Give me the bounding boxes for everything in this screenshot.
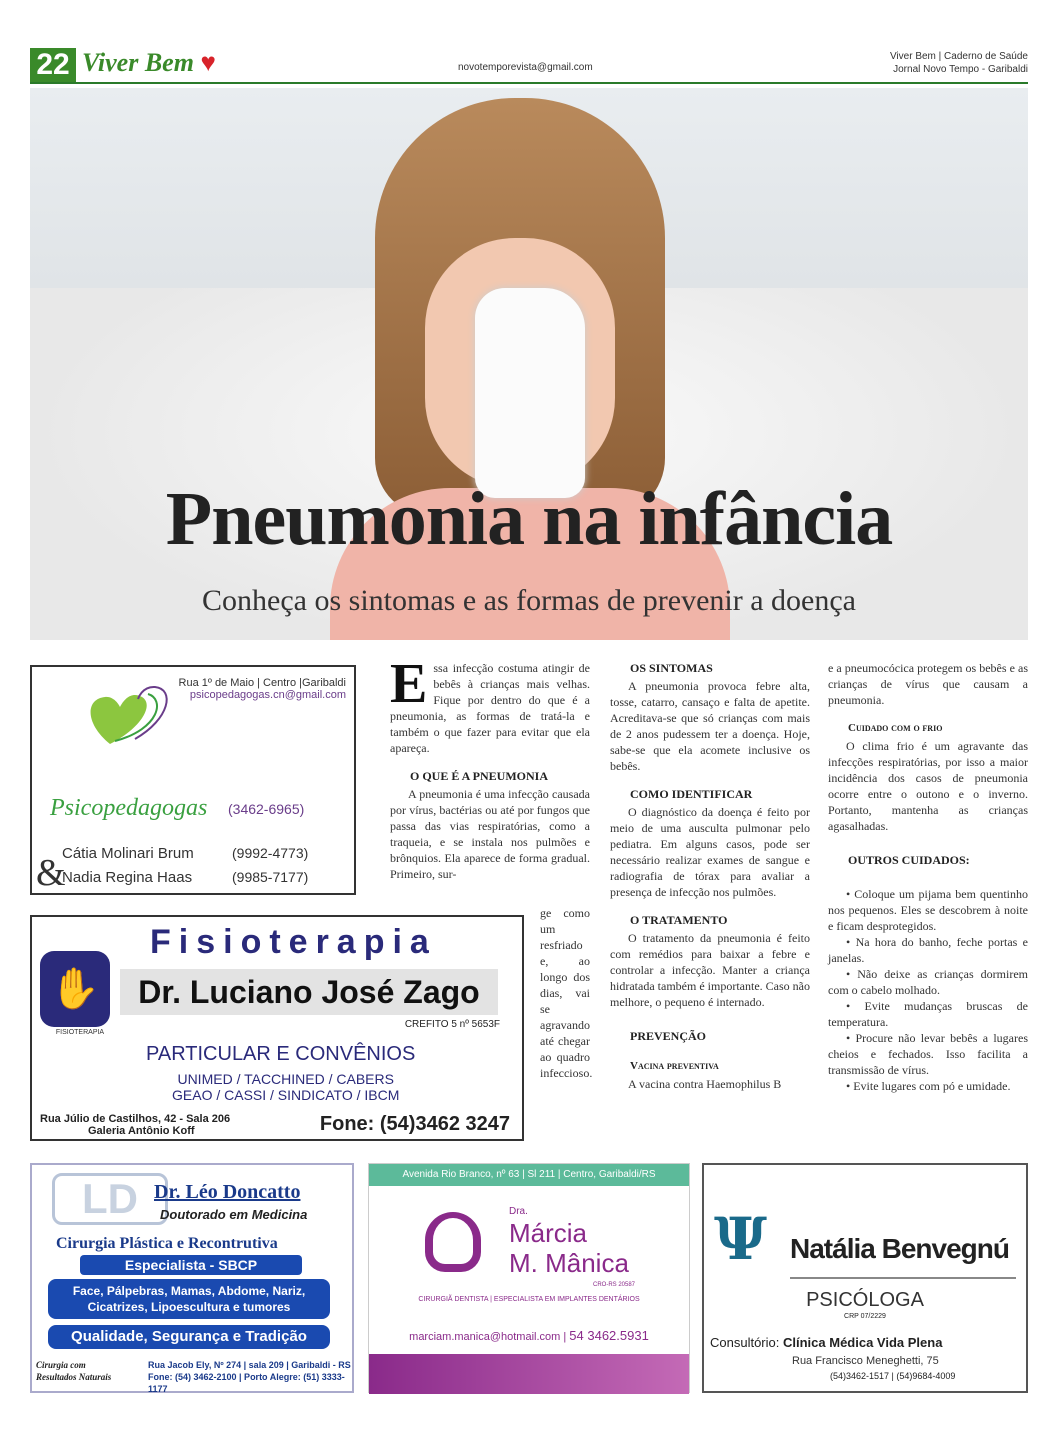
tooth-icon xyxy=(425,1212,481,1272)
psi-icon: Ψ xyxy=(714,1205,767,1273)
article-column-1-continued: ge como um resfriado e, ao longo dos dias, vai se agravando até chegar ao quadro infeccioso. xyxy=(540,906,593,1080)
section-heading-o-que-e: O QUE É A PNEUMONIA xyxy=(410,769,549,783)
ad-natalia-benvegnu xyxy=(702,1163,1028,1393)
section-text-vacina: A vacina contra Haemophilus B xyxy=(628,1077,782,1091)
leo-name: Dr. Léo Doncatto xyxy=(154,1181,301,1203)
fisio-insurers-2: GEAO / CASSI / SINDICATO / IBCM xyxy=(172,1087,400,1103)
fisio-address xyxy=(40,1113,230,1137)
header-right-line1: Viver Bem | Caderno de Saúde xyxy=(889,51,1028,62)
subheading-vacina: Vacina preventiva xyxy=(630,1060,719,1072)
section-text-tratamento: O tratamento da pneumonia é feito com remédios para baixar a febre e controlar a infecção. Manter a criança hidratada também é importante. Caso não melhore, o pequeno é internado. xyxy=(610,931,810,1009)
marcia-name-1: Márcia xyxy=(509,1218,588,1248)
article-intro: ssa infecção costuma atingir de bebês à crianças mais velhas. Fique por dentro do que é a pneumonia, as formas de tratá-la e também o que fazer para evitar que ela apareça. xyxy=(390,661,590,755)
leo-degree: Doutorado em Medicina xyxy=(160,1207,308,1222)
fisioterapia-hands-icon: ✋ xyxy=(40,951,110,1027)
psico-address-block xyxy=(179,677,346,701)
natalia-role: PSICÓLOGA xyxy=(806,1289,924,1311)
natalia-consultorio xyxy=(710,1335,942,1350)
article-column-1 xyxy=(390,653,590,882)
article-column-2 xyxy=(610,660,810,1092)
leo-areas-2: Cicatrizes, Lipoescultura e tumores xyxy=(87,1300,291,1314)
list-item: • Evite mudanças bruscas de temperatura. xyxy=(828,999,1028,1029)
natalia-street: Rua Francisco Meneghetti, 75 xyxy=(792,1355,939,1367)
hearts-logo-icon xyxy=(80,679,180,749)
fisio-crefito: CREFITO 5 nº 5653F xyxy=(404,1019,500,1030)
leo-tagline-2: Resultados Naturais xyxy=(36,1372,112,1382)
ad-marcia-manica xyxy=(368,1163,690,1393)
marcia-footer-band xyxy=(369,1354,689,1394)
marcia-cro: CRO-RS 20587 xyxy=(593,1282,636,1288)
psico-phone-2: (9985-7177) xyxy=(232,869,309,885)
natalia-name: Natália Benvegnú xyxy=(790,1233,1009,1264)
fisio-insurers-1: UNIMED / TACCHINED / CABERS xyxy=(177,1071,394,1087)
list-item: • Não deixe as crianças dormirem com o cabelo molhado. xyxy=(828,967,1028,997)
header-right-line2: Jornal Novo Tempo - Garibaldi xyxy=(893,64,1028,75)
list-item: • Procure não levar bebês a lugares cheios e fechados. Isso facilita a transmissão de vírus. xyxy=(828,1031,1028,1077)
fisio-phone: Fone: (54)3462 3247 xyxy=(319,1113,510,1135)
section-text-o-que-e: A pneumonia é uma infecção causada por vírus, bactérias ou até por fungos que passa das vias respiratórias, como a traqueia, e se instala nos pulmões e brônquios. Ela aparece de forma gradual. Primeiro, sur- xyxy=(390,787,590,881)
marcia-address: Avenida Rio Branco, nº 63 | Sl 211 | Centro, Garibaldi/RS xyxy=(369,1164,689,1186)
section-text-vacina-cont: e a pneumocócica protegem os bebês e as crianças de vírus que causam a pneumonia. xyxy=(828,661,1028,707)
marcia-name xyxy=(509,1218,629,1278)
list-item: • Evite lugares com pó e umidade. xyxy=(846,1079,1011,1093)
fisio-address-2: Galeria Antônio Koff xyxy=(88,1125,195,1137)
leo-address-2: Fone: (54) 3462-2100 | Porto Alegre: (51) 3333-1177 xyxy=(148,1372,345,1394)
list-item: • Coloque um pijama bem quentinho nos pequenos. Eles se descobrem à noite e ficam desprotegidos. xyxy=(828,887,1028,933)
psico-name-1: Cátia Molinari Brum xyxy=(62,845,194,862)
leo-address-1: Rua Jacob Ely, Nº 274 | sala 209 | Garibaldi - RS xyxy=(148,1360,351,1370)
fisio-doctor-name: Dr. Luciano José Zago xyxy=(120,969,498,1015)
page-header xyxy=(30,44,1028,84)
natalia-phones: (54)3462-1517 | (54)9684-4009 xyxy=(830,1371,956,1381)
leo-tagline-1: Cirurgia com xyxy=(36,1360,86,1370)
viver-bem-logo xyxy=(82,48,216,78)
logo-text: Viver Bem xyxy=(82,48,194,77)
leo-specialty: Cirurgia Plástica e Recontrutiva xyxy=(56,1235,278,1252)
leo-tagline xyxy=(36,1359,111,1383)
psico-email[interactable]: psicopedagogas.cn@gmail.com xyxy=(189,689,346,701)
hero-photo xyxy=(30,88,1028,640)
psico-address: Rua 1º de Maio | Centro |Garibaldi xyxy=(178,677,346,689)
ad-leo-doncatto xyxy=(30,1163,354,1393)
page-number: 22 xyxy=(30,48,76,82)
tissue-shape xyxy=(475,288,585,498)
section-heading-outros: OUTROS CUIDADOS: xyxy=(848,853,970,867)
article-subtitle: Conheça os sintomas e as formas de prevenir a doença xyxy=(202,584,856,617)
leo-areas-1: Face, Pálpebras, Mamas, Abdome, Nariz, xyxy=(72,1284,306,1298)
marcia-email[interactable]: marciam.manica@hotmail.com xyxy=(409,1331,561,1343)
article-title: Pneumonia na infância xyxy=(165,477,893,561)
section-heading-tratamento: O TRATAMENTO xyxy=(630,913,728,927)
list-item: • Na hora do banho, feche portas e janelas. xyxy=(828,935,1028,965)
section-heading-frio: Cuidado com o frio xyxy=(848,722,943,734)
section-text-sintomas: A pneumonia provoca febre alta, tosse, catarro, cansaço e falta de apetite. Acreditava-se que só crianças com mais de 2 anos pudessem ter a doença. Hoje, sabe-se que ela acomete inclusive os bebês. xyxy=(610,679,810,773)
article-column-3 xyxy=(828,660,1028,1094)
section-heading-prevencao: PREVENÇÃO xyxy=(630,1029,707,1043)
ad-fisioterapia xyxy=(30,915,524,1141)
psico-name-2: Nadia Regina Haas xyxy=(62,869,193,886)
ld-logo-icon: LD xyxy=(52,1173,168,1225)
fisio-address-1: Rua Júlio de Castilhos, 42 - Sala 206 xyxy=(40,1113,231,1125)
header-section-info xyxy=(890,50,1028,76)
fisio-icon-label: FISIOTERAPIA xyxy=(55,1029,105,1036)
leo-quality: Qualidade, Segurança e Tradição xyxy=(48,1325,330,1349)
consultorio-label: Consultório: xyxy=(710,1335,780,1350)
marcia-name-2: M. Mânica xyxy=(509,1248,629,1278)
fisio-particular: PARTICULAR E CONVÊNIOS xyxy=(146,1043,416,1065)
psico-phone: (3462-6965) xyxy=(228,801,305,817)
header-email[interactable]: novotemporevista@gmail.com xyxy=(458,62,593,73)
marcia-contact: marciam.manica@hotmail.com | 54 3462.5931 xyxy=(409,1328,649,1343)
psico-phone-1: (9992-4773) xyxy=(232,845,309,861)
ad-psicopedagogas xyxy=(30,665,356,895)
fisio-title: Fisioterapia xyxy=(150,923,437,961)
marcia-title: Dra. xyxy=(509,1206,528,1217)
leo-especialista: Especialista - SBCP xyxy=(80,1255,302,1275)
section-heading-identificar: COMO IDENTIFICAR xyxy=(630,787,753,801)
natalia-clinic: Clínica Médica Vida Plena xyxy=(783,1335,943,1350)
section-heading-sintomas: OS SINTOMAS xyxy=(630,661,713,675)
section-text-frio: O clima frio é um agravante das infecções respiratórias, por isso a maior incidência dos casos de pneumonia ocorre entre o outono e o inverno. Portanto, mantenha as crianças agasalhadas. xyxy=(828,739,1028,833)
heart-icon: ♥ xyxy=(200,48,216,77)
section-text-identificar: O diagnóstico da doença é feito por meio de uma ausculta pulmonar pelo pediatra. Em alguns casos, pode ser necessário realizar exames de sangue e radiografia de tórax para avaliar a presença de infecção nos pulmões. xyxy=(610,805,810,899)
psico-brand: Psicopedagogas xyxy=(50,795,208,821)
drop-cap: E xyxy=(390,653,428,715)
marcia-phone: 54 3462.5931 xyxy=(569,1328,649,1343)
ampersand: & xyxy=(36,852,66,894)
leo-areas xyxy=(48,1279,330,1319)
leo-address xyxy=(148,1359,352,1395)
natalia-crp: CRP 07/2229 xyxy=(844,1313,886,1320)
marcia-specialty: CIRURGIÃ DENTISTA | ESPECIALISTA EM IMPLANTES DENTÁRIOS xyxy=(418,1296,640,1303)
fisio-insurers xyxy=(172,1071,399,1103)
divider xyxy=(790,1277,1016,1279)
